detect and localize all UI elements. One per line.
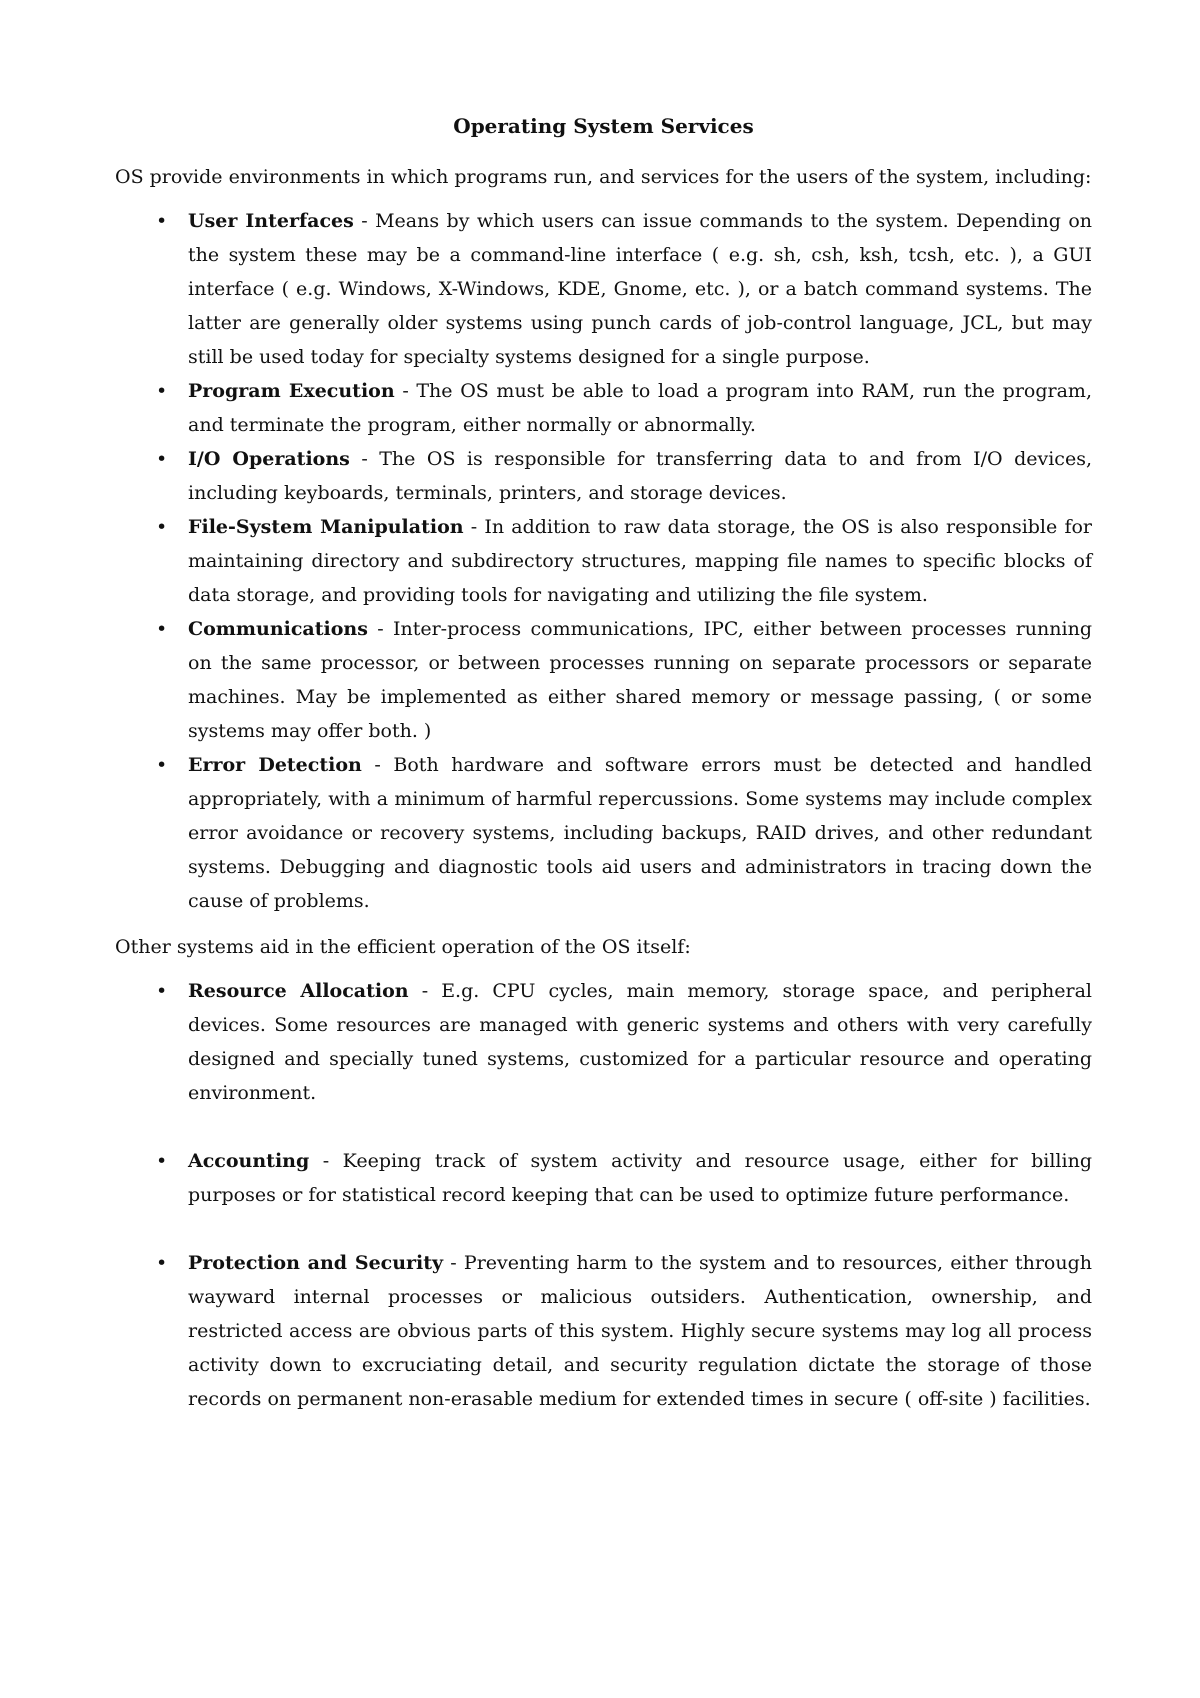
item-term: User Interfaces xyxy=(188,210,354,232)
item-term: Protection and Security xyxy=(188,1252,444,1274)
item-description: - In addition to raw data storage, the OS is also responsible for maintaining directory and subdirectory structures, mapping file names to specific blocks of data storage, and providing tools for navigating and utilizing the file system. xyxy=(188,516,1092,606)
other-services-list xyxy=(115,974,1092,1416)
item-description: - Preventing harm to the system and to resources, either through wayward internal processes or malicious outsiders. Authentication, ownership, and restricted access are obvious parts of this system. Highly secure systems may log all process activity down to excruciating detail, and security regulation dictate the storage of those records on permanent non-erasable medium for extended times in secure ( off-site ) facilities. xyxy=(188,1252,1093,1410)
list-item xyxy=(156,510,1092,612)
item-description: - Both hardware and software errors must be detected and handled appropriately, with a minimum of harmful repercussions. Some systems may include complex error avoidance or recovery systems, including backups, RAID drives, and other redundant systems. Debugging and diagnostic tools aid users and administrators in tracing down the cause of problems. xyxy=(188,754,1092,912)
list-item xyxy=(156,974,1092,1110)
bullet-icon: • xyxy=(156,448,168,470)
list-item xyxy=(156,374,1092,442)
page-title: Operating System Services xyxy=(453,114,754,138)
other-intro-paragraph: Other systems aid in the efficient operation of the OS itself: xyxy=(115,936,691,958)
bullet-icon: • xyxy=(156,618,168,640)
item-term: Accounting xyxy=(188,1150,310,1172)
item-description: - The OS is responsible for transferring data to and from I/O devices, including keyboards, terminals, printers, and storage devices. xyxy=(188,448,1092,504)
item-description: - Keeping track of system activity and resource usage, either for billing purposes or for statistical record keeping that can be used to optimize future performance. xyxy=(188,1150,1092,1206)
bullet-icon: • xyxy=(156,980,168,1002)
intro-paragraph: OS provide environments in which programs run, and services for the users of the system, including: xyxy=(115,166,1092,188)
list-item xyxy=(156,204,1092,374)
item-description: - Inter-process communications, IPC, either between processes running on the same processor, or between processes running on separate processors or separate machines. May be implemented as either shared memory or message passing, ( or some systems may offer both. ) xyxy=(188,618,1092,742)
item-description: - Means by which users can issue commands to the system. Depending on the system these may be a command-line interface ( e.g. sh, csh, ksh, tcsh, etc. ), a GUI interface ( e.g. Windows, X-Windows, KDE, Gnome, etc. ), or a batch command systems. The latter are generally older systems using punch cards of job-control language, JCL, but may still be used today for specialty systems designed for a single purpose. xyxy=(188,210,1092,368)
services-list xyxy=(115,204,1092,918)
list-item xyxy=(156,1144,1092,1212)
item-term: File-System Manipulation xyxy=(188,516,464,538)
item-term: Resource Allocation xyxy=(188,980,409,1002)
list-item xyxy=(156,748,1092,918)
item-term: Error Detection xyxy=(188,754,362,776)
item-description: - The OS must be able to load a program into RAM, run the program, and terminate the program, either normally or abnormally. xyxy=(188,380,1092,436)
item-term: I/O Operations xyxy=(188,448,350,470)
bullet-icon: • xyxy=(156,754,168,776)
item-term: Program Execution xyxy=(188,380,395,402)
list-item xyxy=(156,612,1092,748)
item-description: - E.g. CPU cycles, main memory, storage space, and peripheral devices. Some resources are managed with generic systems and others with very carefully designed and specially tuned systems, customized for a particular resource and operating environment. xyxy=(188,980,1092,1104)
bullet-icon: • xyxy=(156,380,168,402)
list-item xyxy=(156,442,1092,510)
item-term: Communications xyxy=(188,618,368,640)
bullet-icon: • xyxy=(156,1150,168,1172)
bullet-icon: • xyxy=(156,516,168,538)
list-item xyxy=(156,1246,1093,1416)
bullet-icon: • xyxy=(156,210,168,232)
bullet-icon: • xyxy=(156,1252,168,1274)
